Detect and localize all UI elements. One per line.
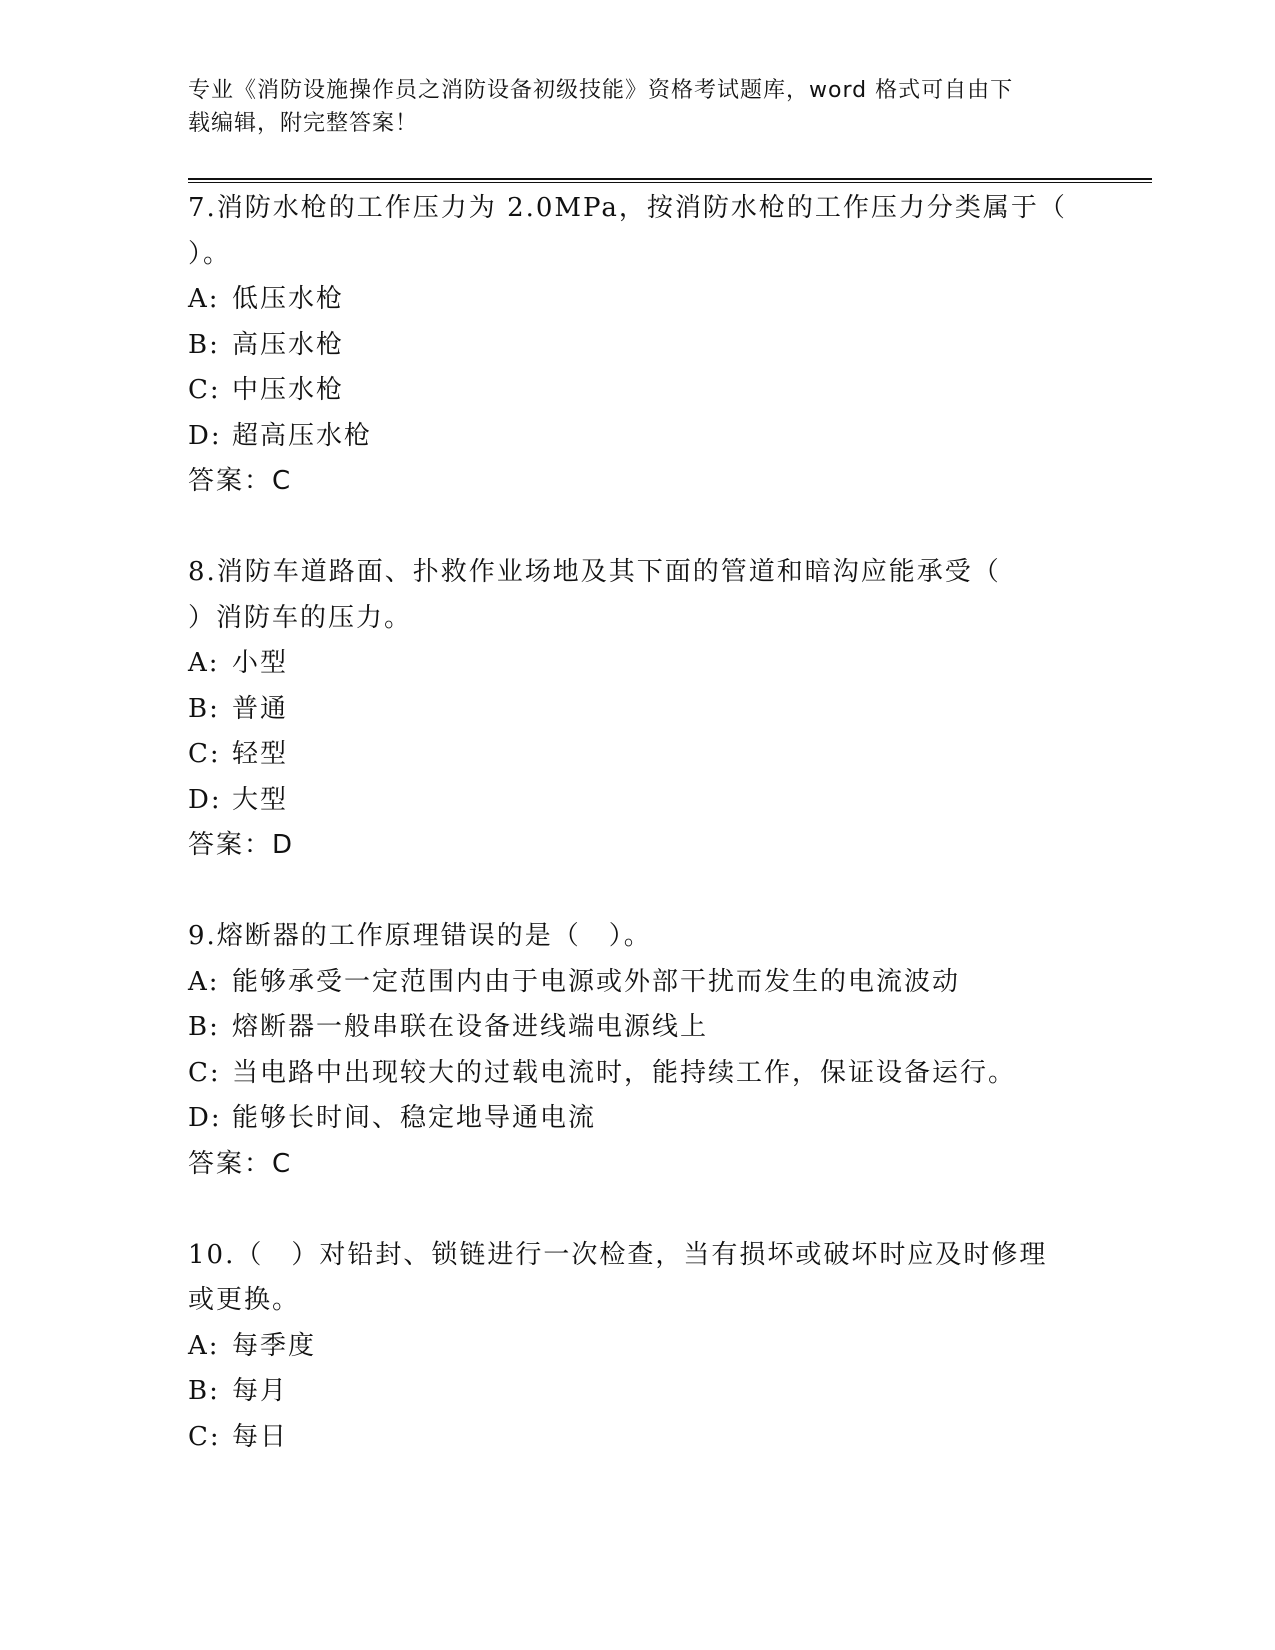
- option-letter: D:: [188, 784, 222, 815]
- option-b: [188, 323, 1088, 369]
- option-text: 普通: [232, 693, 289, 724]
- option-text: 大型: [232, 784, 289, 815]
- header-divider: [188, 178, 1152, 183]
- option-text: 能够承受一定范围内由于电源或外部干扰而发生的电流波动: [232, 966, 961, 997]
- option-text: 当电路中出现较大的过载电流时，能持续工作，保证设备运行。: [232, 1057, 1017, 1088]
- option-text: 轻型: [232, 739, 289, 769]
- question-stem-line-1: 7.消防水枪的工作压力为 2.0MPa，按消防水枪的工作压力分类属于（: [188, 193, 1067, 223]
- option-letter: A:: [188, 1330, 220, 1361]
- option-d: [188, 778, 1088, 824]
- option-letter: A:: [188, 648, 220, 678]
- option-letter: C:: [188, 1421, 221, 1452]
- option-text: 能够长时间、稳定地导通电流: [232, 1103, 597, 1133]
- option-letter: B:: [188, 1376, 220, 1406]
- option-letter: C:: [188, 739, 221, 769]
- question-9: [188, 914, 1088, 1187]
- option-b: [188, 1005, 1088, 1051]
- option-d: [188, 1096, 1088, 1142]
- option-text: 每日: [232, 1421, 289, 1452]
- question-list: [188, 186, 1088, 1506]
- option-letter: B:: [188, 693, 220, 724]
- option-letter: C:: [188, 1057, 221, 1088]
- option-a: [188, 960, 1088, 1006]
- option-a: [188, 277, 1088, 323]
- option-letter: C:: [188, 375, 221, 405]
- option-c: [188, 368, 1088, 414]
- answer-line: 答案：D: [188, 830, 295, 860]
- option-a: [188, 641, 1088, 687]
- question-7: [188, 186, 1088, 505]
- option-d: [188, 414, 1088, 460]
- question-10: [188, 1233, 1088, 1461]
- answer-line: 答案：C: [188, 466, 293, 496]
- option-a: [188, 1324, 1088, 1370]
- option-b: [188, 1369, 1088, 1415]
- option-text: 中压水枪: [232, 375, 345, 405]
- question-8: [188, 550, 1088, 869]
- question-stem-line-1: 10.（ ）对铅封、锁链进行一次检查，当有损坏或破坏时应及时修理: [188, 1239, 1048, 1270]
- answer-line: 答案：C: [188, 1148, 293, 1179]
- option-letter: A:: [188, 284, 220, 314]
- option-c: [188, 1051, 1088, 1097]
- document-header: [188, 74, 1068, 140]
- option-letter: A:: [188, 966, 220, 997]
- option-text: 每月: [232, 1376, 289, 1406]
- option-letter: D:: [188, 420, 222, 451]
- question-stem-line-2: ）消防车的压力。: [188, 602, 413, 633]
- option-text: 超高压水枪: [232, 420, 373, 451]
- header-line-2: 载编辑，附完整答案！: [188, 111, 419, 136]
- header-line-1: 专业《消防设施操作员之消防设备初级技能》资格考试题库，word 格式可自由下: [188, 78, 1014, 103]
- option-b: [188, 687, 1088, 733]
- question-stem-line-2: 或更换。: [188, 1285, 301, 1315]
- question-stem-line-1: 8.消防车道路面、扑救作业场地及其下面的管道和暗沟应能承受（: [188, 557, 1001, 587]
- question-stem-line-1: 9.熔断器的工作原理错误的是（ ）。: [188, 921, 652, 951]
- option-letter: D:: [188, 1103, 222, 1133]
- option-text: 小型: [232, 648, 289, 678]
- question-stem-line-2: ）。: [188, 238, 232, 269]
- option-text: 熔断器一般串联在设备进线端电源线上: [232, 1012, 709, 1042]
- option-c: [188, 732, 1088, 778]
- option-letter: B:: [188, 329, 220, 360]
- option-text: 每季度: [232, 1330, 317, 1361]
- option-c: [188, 1415, 1088, 1461]
- option-text: 低压水枪: [232, 284, 345, 314]
- option-letter: B:: [188, 1012, 220, 1042]
- option-text: 高压水枪: [232, 329, 345, 360]
